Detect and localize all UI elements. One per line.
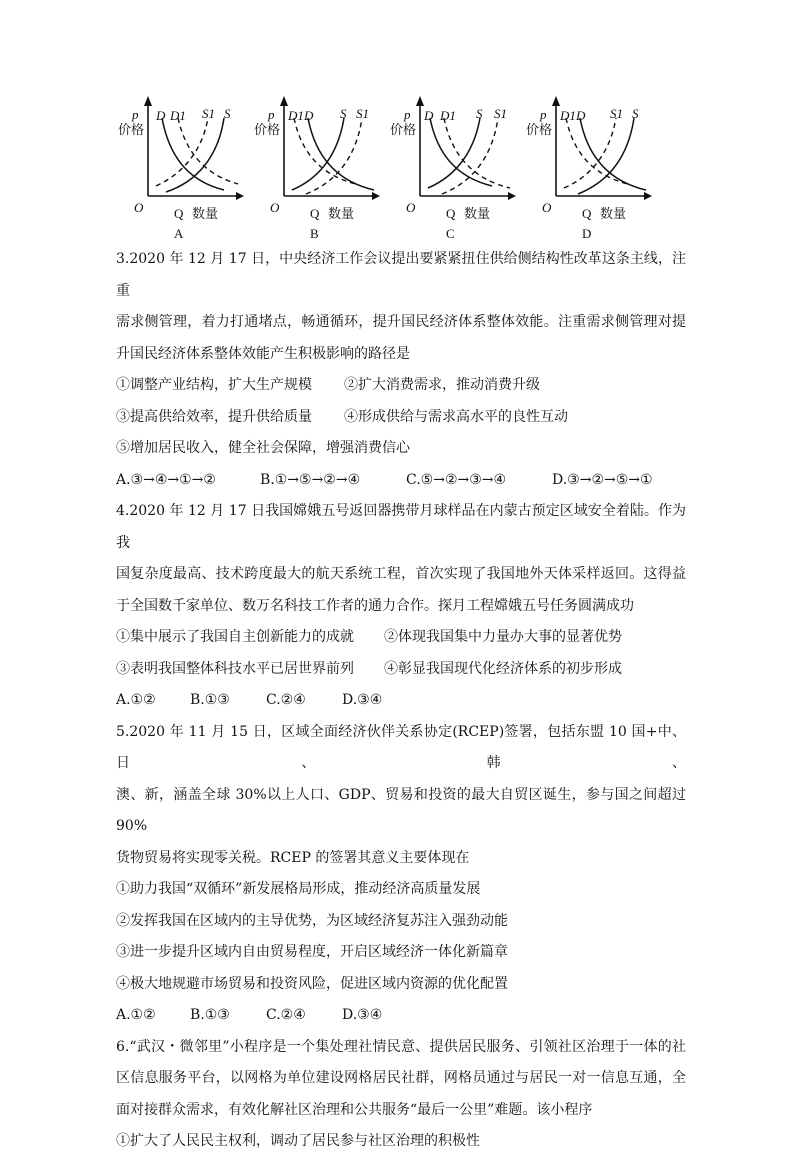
- q4-stem-line: 于全国数千家单位、数万名科技工作者的通力合作。探月工程嫦娥五号任务圆满成功: [116, 597, 634, 614]
- q5-item: ①助力我国“双循环”新发展格局形成，推动经济高质量发展: [116, 881, 481, 897]
- q3-item: ②扩大消费需求，推动消费升级: [344, 377, 540, 393]
- q5-option: A.①②: [116, 1007, 156, 1023]
- label-3: S: [340, 106, 347, 121]
- x-axis-arrow: [236, 192, 244, 200]
- q3-item-row: [116, 402, 686, 434]
- curve-d: [580, 118, 646, 190]
- graph-c-svg: [384, 96, 516, 246]
- label-4: S1: [356, 106, 369, 121]
- graph-letter: C: [446, 226, 455, 241]
- curve-d: [430, 118, 492, 186]
- label-4: S1: [494, 106, 507, 121]
- q5-item: ②发挥我国在区域内的主导优势，为区域经济复苏注入强劲动能: [116, 912, 508, 929]
- q3-item: ⑤增加居民收入，健全社会保障，增强消费信心: [116, 440, 410, 456]
- q4-stem-line: 国复杂度最高、技术跨度最大的航天系统工程，首次实现了我国地外天体采样返回。这得益: [116, 566, 686, 582]
- p-label: p: [540, 107, 547, 122]
- graph-letter: A: [174, 226, 184, 241]
- q3-item: ④形成供给与需求高水平的良性互动: [344, 408, 568, 425]
- q3-stem-line: 需求侧管理，着力打通堵点，畅通循环，提升国民经济体系整体效能。注重需求侧管理对提: [116, 314, 686, 330]
- x-axis-arrow: [508, 192, 516, 200]
- label-3: S1: [202, 106, 215, 121]
- p-label: p: [268, 107, 275, 122]
- q4-option: B.①③: [190, 692, 230, 708]
- q-label: Q: [446, 206, 456, 221]
- graph-a-svg: [112, 96, 244, 246]
- curve-d1: [294, 118, 356, 184]
- q6-item: ①扩大了人民民主权利，调动了居民参与社区治理的积极性: [116, 1133, 480, 1149]
- label-1: D: [156, 108, 166, 123]
- label-2: D: [304, 108, 314, 123]
- label-3: S1: [610, 106, 623, 121]
- q4-item-row: [116, 622, 686, 654]
- p-label: p: [132, 107, 139, 122]
- graph-b: [248, 96, 380, 246]
- q3-option: B.①→⑤→②→④: [260, 471, 361, 488]
- label-2: D1: [170, 108, 186, 123]
- q-label: Q: [582, 206, 592, 221]
- q6-stem-line: 区信息服务平台，以网格为单位建设网格居民社群，网格员通过与居民一对一信息互通，全: [116, 1070, 686, 1086]
- q3-option: A.③→④→①→②: [116, 471, 216, 488]
- supply-demand-graphs: [112, 96, 652, 246]
- q4-options: [116, 685, 686, 717]
- q5-option: B.①③: [190, 1007, 230, 1023]
- y-axis-arrow: [280, 96, 288, 106]
- label-2: D: [576, 108, 586, 123]
- x-axis-arrow: [372, 192, 380, 200]
- label-1: D1: [560, 108, 576, 123]
- label-4: S: [224, 106, 231, 121]
- q4-option: D.③④: [342, 692, 383, 708]
- q4-item-row: [116, 654, 686, 686]
- graph-d: [520, 96, 652, 246]
- graph-letter: B: [310, 226, 319, 241]
- q4-item: ④彰显我国现代化经济体系的初步形成: [384, 660, 622, 677]
- origin-label: O: [542, 200, 552, 215]
- q4-item: ③表明我国整体科技水平已居世界前列: [116, 660, 354, 677]
- y-axis-arrow: [552, 96, 560, 106]
- price-label: 价格: [254, 122, 281, 137]
- curve-d1: [178, 118, 238, 184]
- q3-option: C.⑤→②→③→④: [406, 471, 507, 488]
- origin-label: O: [134, 200, 144, 215]
- q4-item: ②体现我国集中力量办大事的显著优势: [384, 629, 622, 645]
- graph-c: [384, 96, 516, 246]
- curve-s: [428, 118, 480, 188]
- graph-b-svg: [248, 96, 380, 246]
- label-4: S: [632, 106, 639, 121]
- price-label: 价格: [390, 122, 417, 137]
- curve-d1: [566, 118, 628, 184]
- q5-stem-line: 货物贸易将实现零关税。RCEP 的签署其意义主要体现在: [116, 849, 470, 866]
- q4-item: ①集中展示了我国自主创新能力的成就: [116, 629, 354, 645]
- q-label: Q: [310, 206, 320, 221]
- p-label: p: [404, 107, 411, 122]
- graph-d-svg: [520, 96, 652, 246]
- graph-letter: D: [582, 226, 592, 241]
- q4-stem-line: 4.2020 年 12 月 17 日我国嫦娥五号返回器携带月球样品在内蒙古预定区域安全着陆。作为我: [116, 503, 686, 551]
- label-1: D: [424, 108, 434, 123]
- q3-item-row: [116, 370, 686, 402]
- origin-label: O: [270, 200, 280, 215]
- q5-stem-line: 澳、新，涵盖全球 30%以上人口、GDP、贸易和投资的最大自贸区诞生，参与国之间超过 90%: [116, 786, 686, 834]
- q3-stem-line: 升国民经济体系整体效能产生积极影响的路径是: [116, 345, 410, 362]
- q5-option: C.②④: [266, 1007, 306, 1023]
- q3-item: ③提高供给效率，提升供给质量: [116, 408, 312, 425]
- q6-stem-line: 6.“武汉・微邻里”小程序是一个集处理社情民意、提供居民服务、引领社区治理于一体的社: [116, 1038, 686, 1055]
- q5-item: ③进一步提升区域内自由贸易程度，开启区域经济一体化新篇章: [116, 944, 508, 960]
- question-text: [116, 244, 686, 1158]
- q5-stem-line: 5.2020 年 11 月 15 日，区域全面经济伙伴关系协定(RCEP)签署，包括东盟 10 国+中、日、韩、: [116, 723, 686, 771]
- q4-option: A.①②: [116, 692, 156, 708]
- y-axis-arrow: [144, 96, 152, 106]
- q3-options: [116, 465, 686, 497]
- qty-label: 数量: [192, 206, 219, 221]
- curve-s: [292, 118, 344, 190]
- origin-label: O: [406, 200, 416, 215]
- price-label: 价格: [118, 122, 145, 137]
- graph-a: [112, 96, 244, 246]
- q-label: Q: [174, 206, 184, 221]
- y-axis-arrow: [416, 96, 424, 106]
- q3-option: D.③→②→⑤→①: [552, 471, 653, 488]
- qty-label: 数量: [464, 206, 491, 221]
- qty-label: 数量: [328, 206, 355, 221]
- x-axis-arrow: [644, 192, 652, 200]
- q5-option: D.③④: [342, 1007, 383, 1023]
- label-3: S: [476, 106, 483, 121]
- q5-item: ④极大地规避市场贸易和投资风险，促进区域内资源的优化配置: [116, 975, 508, 992]
- q3-item: ①调整产业结构，扩大生产规模: [116, 377, 312, 393]
- q6-stem-line: 面对接群众需求，有效化解社区治理和公共服务“最后一公里”难题。该小程序: [116, 1101, 593, 1118]
- price-label: 价格: [526, 122, 553, 137]
- q3-stem-line: 3.2020 年 12 月 17 日，中央经济工作会议提出要紧紧扭住供给侧结构性改革这条主线，注重: [116, 251, 686, 299]
- q4-option: C.②④: [266, 692, 306, 708]
- q5-options: [116, 1000, 686, 1032]
- label-1: D1: [288, 108, 304, 123]
- qty-label: 数量: [600, 206, 627, 221]
- label-2: D1: [440, 108, 456, 123]
- curve-s1: [442, 118, 498, 194]
